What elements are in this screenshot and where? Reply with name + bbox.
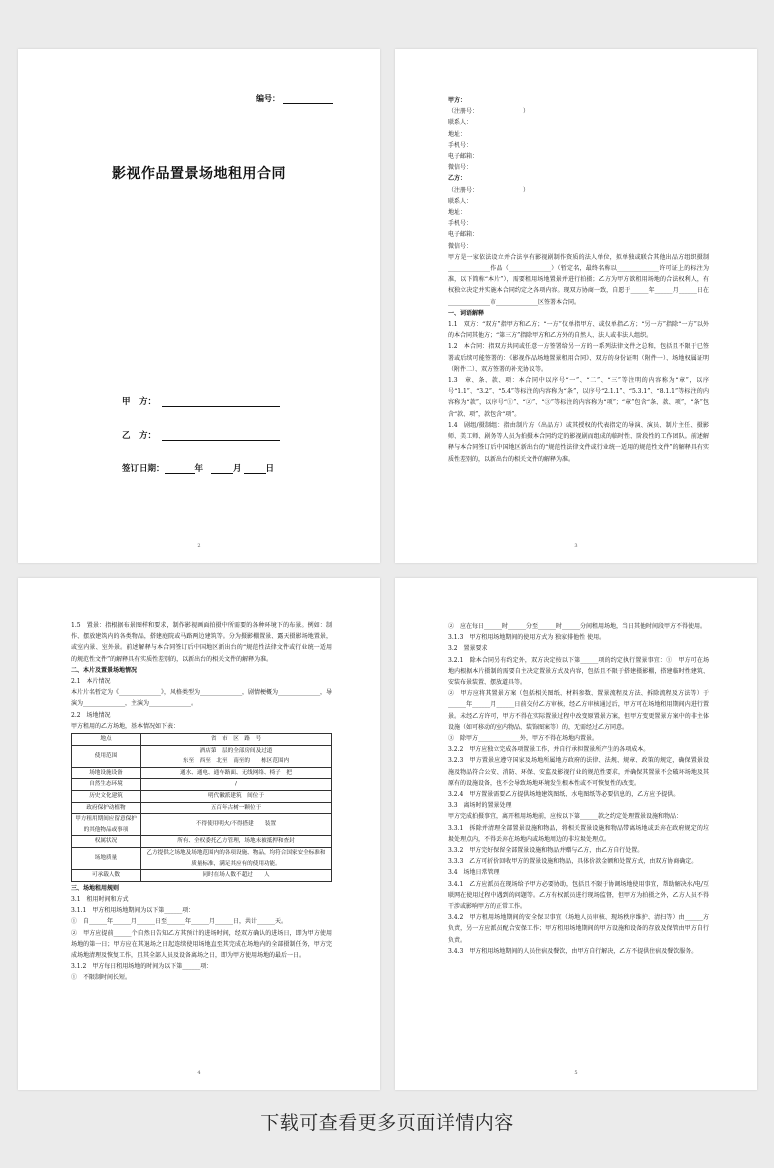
- text-line: ① 自______年______月______日至______年______月______日，共计______天。: [71, 918, 288, 926]
- text-line: 3.1.2 甲方每日租用场地的时间为以下第______项：: [71, 963, 213, 971]
- party-a-blank: [162, 397, 280, 407]
- text-line: 联系人：: [448, 197, 473, 205]
- text-line: 3.3.3 乙方可折价回收甲方的置景设施和物品，具体价款金额和处置方式，由双方协商确定。: [448, 858, 698, 866]
- table-row: [72, 779, 332, 791]
- party-a-line: [122, 395, 280, 407]
- text-line: 3.4 场地日常管理: [448, 869, 500, 877]
- table-header-row: [72, 734, 332, 746]
- text-line: 3.4.3 甲方租用场地期间的人员住宿及餐饮，由甲方自行解决，乙方不提供住宿及餐饮服务。: [448, 947, 698, 955]
- contract-number: [256, 93, 333, 104]
- text-line: 3.1.3 甲方租用场地期间的使用方式为 独家排他性 使用。: [448, 634, 606, 642]
- text-line: ③ 除甲方______________外，甲方不得在场地内置景。: [448, 735, 599, 743]
- table-header-cell: 省 市 区 路 号: [141, 734, 332, 746]
- text-line: 3.3 离场时的置景处理: [448, 802, 512, 810]
- text-line: 二、本片及置景场地情况: [71, 666, 138, 674]
- table-value-cell: 明代徽派建筑 间位于: [141, 791, 332, 803]
- text-line: 3.4.1 乙方应派员在现场给予甲方必要协助，包括且不限于协调场地使用事宜，帮助解决水/电/互联网在使用过程中遇到的问题等。乙方有权派员进行现场监督，但甲方为拍摄之外，乙方人员不得干涉或影响甲方的正常工作。: [448, 880, 709, 911]
- day-unit: 日: [265, 464, 275, 474]
- contract-page-5: [395, 578, 757, 1090]
- table-row: [72, 836, 332, 848]
- text-line: 联系人：: [448, 119, 473, 127]
- table-row: [72, 847, 332, 869]
- text-line: ② 甲方应将其置景方案（包括相关图纸、材料参数、置景流程及方法、拆除流程及方法等）于______年______月______日前交付乙方审核，经乙方审核通过后，甲方可在场地租用期间内进行置景。未经乙方许可，甲方不得在实际置景过程中改变原置景方案，但甲方变更置景方案中的非主体设施（如可移动的室内物品、装饰图案等）的，无需经过乙方同意。: [448, 690, 709, 731]
- text-line: 乙方：: [448, 175, 467, 183]
- table-value-cell: 五百年古树一颗位于: [141, 802, 332, 814]
- download-more-prompt[interactable]: 下载可查看更多页面详情内容: [260, 1112, 514, 1134]
- text-line: 地址：: [448, 130, 467, 138]
- text-line: 一、词语解释: [448, 309, 485, 317]
- text-line: （注册号： ）: [448, 186, 530, 194]
- text-line: 3.2.1 除本合同另有约定外，双方决定按以下第______项的约定执行置景事宜：① 甲方可在场地内根据本片摄制的需要自主决定置景方式及内容，包括且不限于搭建摄影棚，搭建临时性建筑、安装布景装置、摆放道具等。: [448, 656, 709, 687]
- text-line: 2.2 场地情况: [71, 711, 111, 719]
- text-line: 1.2 本合同：指双方共同或任意一方签署给另一方的一系列法律文件之总和，包括且不限于已签署或后续可能签署的：《影视作品场地置景租用合同》、双方的身份证明（附件一）、场地权属证明（附件二）、双方签署的补充协议等。: [448, 343, 709, 373]
- sign-date-label: 签订日期：: [122, 464, 165, 474]
- day-blank: [244, 464, 266, 474]
- page-4-text-after: [71, 883, 332, 984]
- text-line: 三、场地租用规则: [71, 884, 120, 892]
- month-unit: 月: [233, 464, 242, 474]
- text-line: 甲方：: [448, 97, 467, 104]
- table-row: [72, 745, 332, 767]
- page-number: 5: [574, 1070, 578, 1076]
- text-line: 2.1 本片情况: [71, 678, 111, 686]
- table-key-cell: 权属状况: [72, 836, 141, 848]
- party-b-blank: [162, 431, 280, 441]
- party-b-line: [122, 429, 280, 441]
- party-a-label: 甲 方：: [122, 397, 157, 407]
- contract-page-4: [18, 578, 380, 1090]
- page-4-text: [71, 620, 332, 984]
- text-line: 微信号：: [448, 242, 473, 250]
- page-5-text: [448, 621, 709, 957]
- contract-number-label: 编号：: [256, 93, 280, 103]
- table-value-cell: 通水、通电、通车路面、无线网络、椅子 把: [141, 767, 332, 779]
- table-value-cell: /: [141, 779, 332, 791]
- contract-page-2: [18, 49, 380, 563]
- table-value-cell: 同时在场人数不超过 人: [141, 870, 332, 882]
- table-row: [72, 870, 332, 882]
- table-row: [72, 802, 332, 814]
- text-line: 微信号：: [448, 164, 473, 172]
- text-line: 手机号：: [448, 220, 473, 228]
- text-line: （注册号： ）: [448, 108, 530, 116]
- text-line: 1.5 置景：指根据布景图样和要求，制作影视画面拍摄中所需要的各种环境下的布景。例如：制作、摆放建筑内的各类物品，搭建庭院或马路两边建筑等。分为摄影棚置景、露天摄影场地置景，或室内景、室外景。前述解释与本合同签订后中国地区新出台的“规范性法律文件或行业统一适用的规范性文件”的解释具有实质性差别的，以新出台的相关文件的解释为准。: [71, 622, 332, 663]
- table-key-cell: 甲方租用期间应留意保护的其他物品或事项: [72, 814, 141, 836]
- table-key-cell: 使用范围: [72, 745, 141, 767]
- table-key-cell: 政府保护动植物: [72, 802, 141, 814]
- table-key-cell: 场地设施设备: [72, 767, 141, 779]
- text-line: 3.4.2 甲方租用场地期间的安全保卫事宜（场地人员审核、现场秩序维护、清扫等）由______方负责，另一方应派员配合安保工作；甲方租用场地期间的甲方设施和设备的存放及保管由甲方自行负责。: [448, 914, 709, 944]
- text-line: 1.1 双方：“双方”指甲方和乙方；“一方”仅单指甲方、或仅单指乙方；“另一方”指除“一方”以外的本合同其他方；“第三方”指除甲方和乙方外的自然人、法人或非法人组织。: [448, 321, 709, 340]
- table-value-cell: 所有、全权委托乙方管理，场地未被抵押和查封: [141, 836, 332, 848]
- text-line: 电子邮箱：: [448, 231, 479, 239]
- text-line: 3.2 置景要求: [448, 645, 488, 653]
- table-header-cell: 地点: [72, 734, 141, 746]
- contract-title: 影视作品置景场地租用合同: [112, 166, 286, 182]
- text-line: 3.2.2 甲方应独立完成各项置景工作，并自行承担置景所产生的各项成本。: [448, 746, 650, 754]
- site-info-table: [71, 733, 332, 882]
- text-line: 3.2.3 甲方置景应遵守国家及场地所属地方政府的法律、法规、规章、政策的规定，确保置景设施及物品符合公安、消防、环保、安监及影视行业的规范性要求，并确保其置景不会破坏场地及其原有的设施设备，也不会导致场地环境发生根本性或不可恢复性的改变。: [448, 757, 709, 787]
- text-line: 本片片名暂定为《______________》，风格类型为______________，剧情梗概为______________，导演为______________，主演为______________。: [71, 689, 333, 708]
- table-value-cell: 酒店第 层的全部房间及过道 东至 西至 北至 南至的 栋区范围内: [141, 745, 332, 767]
- sign-date-line: [122, 462, 274, 474]
- page-number: 4: [197, 1070, 201, 1076]
- text-line: 3.2.4 甲方置景需要乙方提供场地建筑图纸、水电图纸等必要信息的，乙方应予提供。: [448, 791, 680, 799]
- month-blank: [211, 464, 233, 474]
- page-number: 3: [574, 543, 578, 549]
- page-number: 2: [197, 543, 201, 549]
- text-line: ② 应在每日______时______分至______时______分间租用场地，当日其他时间段甲方不得使用。: [448, 623, 707, 630]
- text-line: 1.3 章、条、款、项：本合同中以序号“一”、“二”、“三”等注明的内容称为“章”，以序号“1.1”、“3.2”、“5.4”等标注的内容称为“条”，以序号“2.1.1”、“5.3.1”、“8.1.1”等标注的内容称为“款”，以序号“①”、“②”、“③”等标注的内容称为“项”；“章”包含“条、款、项”，“条”包含“款、项”，款包含“项”。: [448, 377, 709, 418]
- page-4-text-before: [71, 620, 332, 732]
- table-row: [72, 814, 332, 836]
- text-line: 3.3.2 甲方完好保留全部置景设施和物品并赠与乙方，由乙方自行处置。: [448, 847, 644, 855]
- text-line: ① 不限制时间长短。: [71, 974, 132, 982]
- text-line: 手机号：: [448, 141, 473, 149]
- contract-page-3: [395, 49, 757, 563]
- text-line: 甲方租用的乙方场地，基本情况如下表：: [71, 722, 180, 730]
- table-key-cell: 可承载人数: [72, 870, 141, 882]
- table-key-cell: 场地质量: [72, 847, 141, 869]
- text-line: 地址：: [448, 209, 467, 217]
- text-line: ② 甲方应提前______个自然日告知乙方其预计的进场时间，经双方确认的进场日，即为甲方使用场地的第一日；甲方应在其退场之日起连续使用场地直至其完成在场地内的全部摄制任务，甲方完成场地清理及恢复工作，且其全部人员及设备离场之日，即为甲方使用场地的最后一日。: [71, 929, 332, 959]
- text-line: 1.4 剧组/摄制组：指由制片方（出品方）或其授权的代表指定的导演、演员、制片主任、摄影师、美工师、剧务等人员为拍摄本合同约定的影视剧而组成的临时性、阶段性的工作团队。前述解释与本合同签订后中国地区新出台的“规范性法律文件或行业统一适用的规范性文件”的解释具有实质性差别的，以新出台的相关文件的解释为准。: [448, 421, 709, 463]
- text-line: 甲方完成拍摄事宜，离开租用场地前，应按以下第______款之约定处理置景设施和物品：: [448, 813, 683, 821]
- table-row: [72, 767, 332, 779]
- table-row: [72, 791, 332, 803]
- page-3-text: [448, 95, 709, 465]
- year-unit: 年: [194, 464, 204, 474]
- text-line: 电子邮箱：: [448, 153, 479, 161]
- text-line: 3.1.1 甲方租用场地期间为以下第______项：: [71, 907, 195, 915]
- text-line: 3.1 租用时间和方式: [71, 895, 129, 903]
- contract-number-blank: [283, 95, 333, 104]
- text-line: 甲方是一家依法设立并合法享有影视剧制作资质的法人单位，拟单独或联合其他出品方组织摄制______________作品（______________）（暂定名，最终名称以______________许可证上的标注为准，以下简称“本片”），需要租用场地置景并进行拍摄；乙方为甲方欲租用场地的合法权利人，有权独立决定并实施本合同约定之各项内容。现双方协商一致，自愿于______年______月______日在______________市______________区签署本合同。: [448, 253, 709, 306]
- party-b-label: 乙 方：: [122, 431, 157, 441]
- table-value-cell: 不得使用明火/不得搭建 装置: [141, 814, 332, 836]
- table-key-cell: 自然生态环境: [72, 779, 141, 791]
- text-line: 3.3.1 拆除并清理全部置景设施和物品，将相关置景设施和物品带离场地或丢弃在政府规定的垃圾处理点内，不得丢弃在场地内或场地周边的非垃圾处理点。: [448, 824, 709, 843]
- year-blank: [165, 464, 195, 474]
- table-key-cell: 历史文化建筑: [72, 791, 141, 803]
- table-value-cell: 乙方提供之场地及场地范围内的各项设施、物品，均符合国家安全标准和质量标准，满足其应有的使用功能。: [141, 847, 332, 869]
